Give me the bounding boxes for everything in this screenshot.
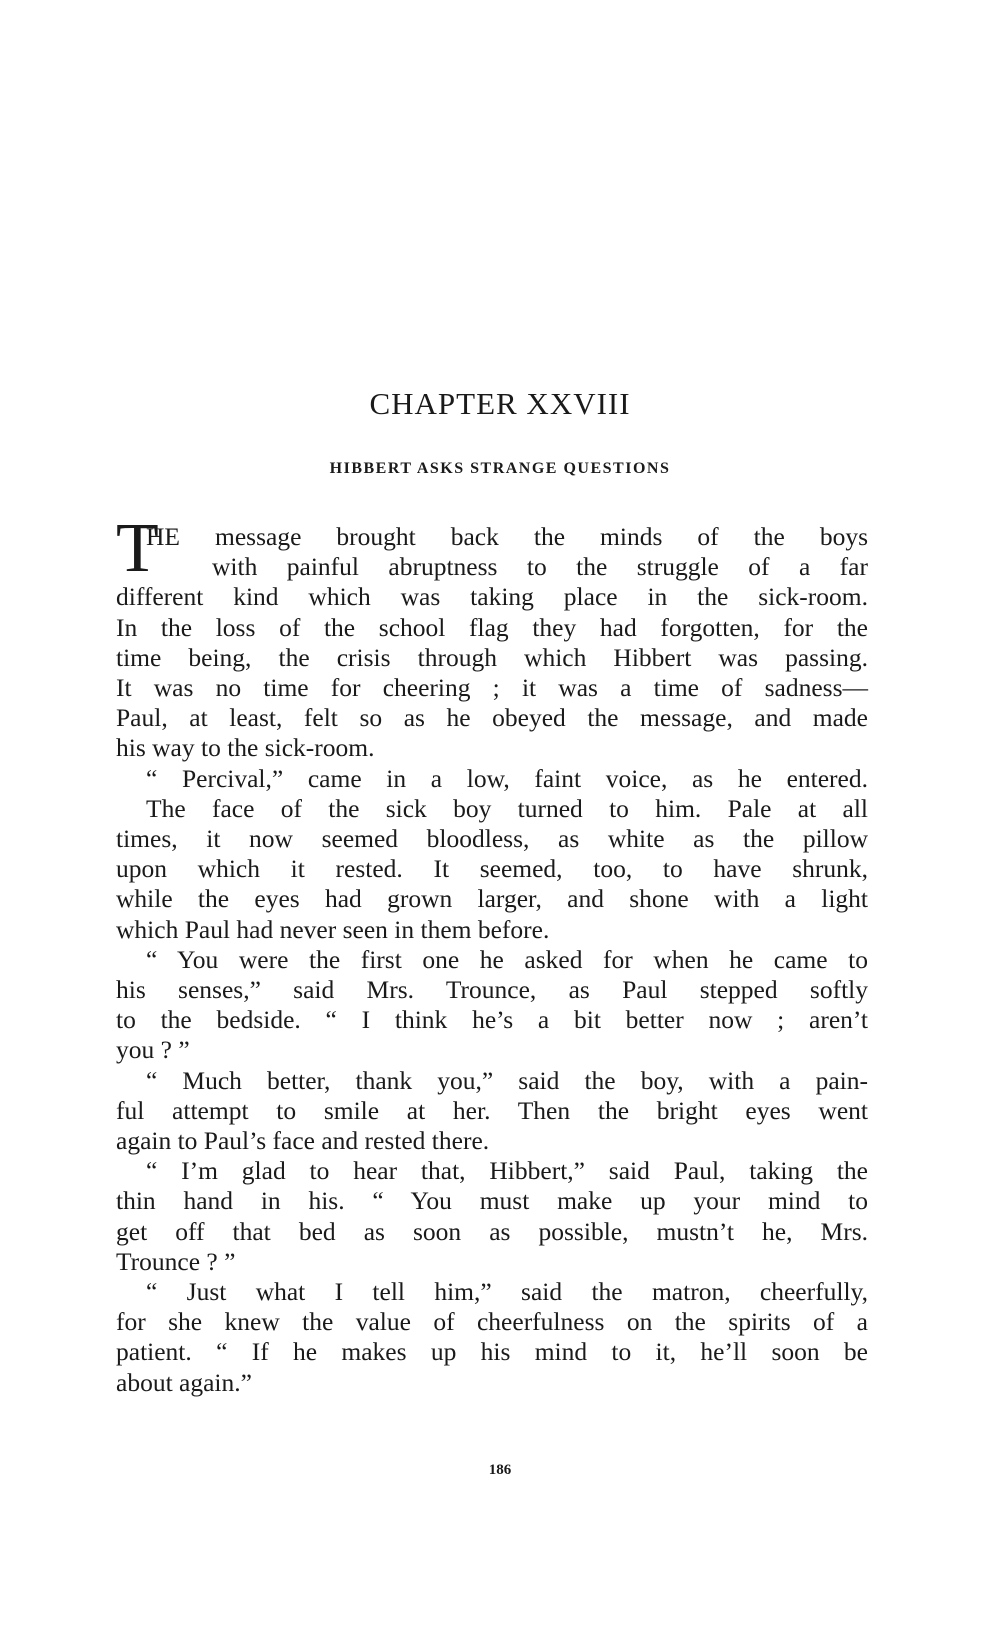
text-line: patient. “ If he makes up his mind to it, he’ll soon be	[116, 1337, 868, 1367]
text-line: “ Just what I tell him,” said the matron, cheerfully,	[146, 1277, 868, 1307]
text-line: you ? ”	[116, 1035, 190, 1065]
text-line: for she knew the value of cheerfulness on the spirits of a	[116, 1307, 868, 1337]
text-line: thin hand in his. “ You must make up your mind to	[116, 1186, 868, 1216]
text-line: “ Much better, thank you,” said the boy, with a pain-	[146, 1065, 868, 1095]
text-line: while the eyes had grown larger, and shone with a light	[116, 884, 868, 914]
text-line: In the loss of the school flag they had forgotten, for the	[116, 612, 868, 642]
text-line: The face of the sick boy turned to him. Pale at all	[146, 793, 868, 823]
chapter-title: CHAPTER XXVIII	[369, 386, 631, 421]
text-line: about again.”	[116, 1367, 252, 1397]
text-line: with painful abruptness to the struggle of a far	[212, 552, 868, 582]
chapter-subtitle: HIBBERT ASKS STRANGE QUESTIONS	[329, 460, 671, 477]
text-line: Trounce ? ”	[116, 1246, 236, 1276]
text-line: upon which it rested. It seemed, too, to have shrunk,	[116, 854, 868, 884]
text-line: which Paul had never seen in them before.	[116, 914, 550, 944]
text-line: different kind which was taking place in the sick-room.	[116, 582, 868, 612]
text-line: HE message brought back the minds of the boys	[146, 522, 868, 551]
text-line: to the bedside. “ I think he’s a bit better now ; aren’t	[116, 1005, 868, 1035]
text-line: ful attempt to smile at her. Then the bright eyes went	[116, 1095, 868, 1125]
text-line: “ You were the first one he asked for when he came to	[146, 944, 868, 974]
text-line: his senses,” said Mrs. Trounce, as Paul stepped softly	[116, 975, 868, 1005]
text-line: his way to the sick-room.	[116, 733, 375, 763]
text-line: again to Paul’s face and rested there.	[116, 1126, 490, 1156]
opening-paragraph	[116, 510, 868, 764]
text-line: get off that bed as soon as possible, mustn’t he, Mrs.	[116, 1216, 868, 1246]
text-line: Paul, at least, felt so as he obeyed the message, and made	[116, 703, 868, 733]
text-line: “ I’m glad to hear that, Hibbert,” said Paul, taking the	[146, 1156, 868, 1186]
text-line: times, it now seemed bloodless, as white as the pillow	[116, 824, 868, 854]
text-line: It was no time for cheering ; it was a time of sadness—	[116, 673, 868, 703]
text-line: time being, the crisis through which Hibbert was passing.	[116, 642, 868, 672]
text-line: “ Percival,” came in a low, faint voice, as he entered.	[146, 763, 868, 793]
chapter-body	[116, 510, 868, 1398]
page-number: 186	[488, 1462, 512, 1478]
drop-cap: T	[116, 510, 159, 587]
